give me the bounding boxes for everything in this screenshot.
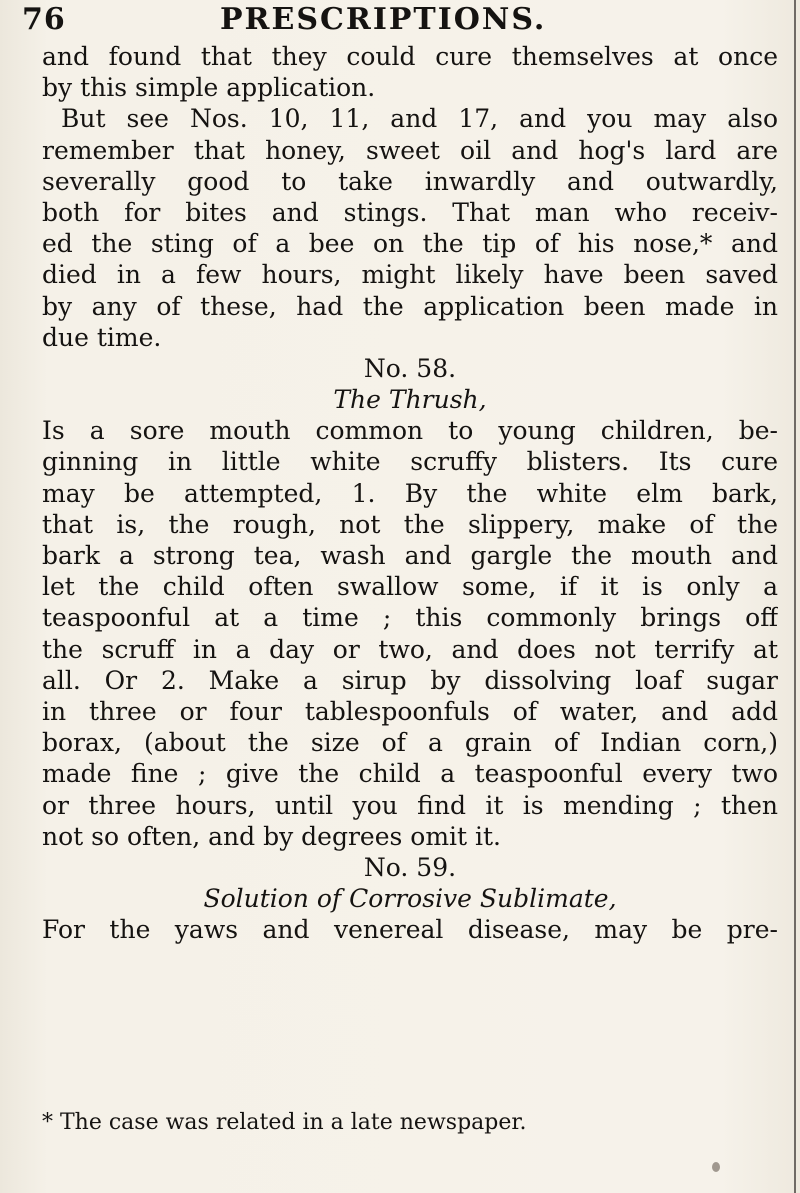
section-number: No. 58. [363,353,457,383]
text-line: made fine ; give the child a teaspoonful every two [42,759,778,789]
text-line: teaspoonful at a time ; this commonly brings off [42,603,778,633]
text-line: in three or four tablespoonfuls of water, and add [42,696,778,726]
text-line: died in a few hours, might likely have been saved [42,260,778,290]
text-line: by this simple application. [42,73,376,103]
text-line: all. Or 2. Make a sirup by dissolving loaf sugar [42,665,778,695]
ink-smudge [712,1162,720,1172]
text-line: bark a strong tea, wash and gargle the mouth and [42,541,778,570]
text-line: that is, the rough, not the slippery, make of the [42,509,778,539]
page-header [22,2,782,38]
text-line: But see Nos. 10, 11, and 17, and you may also [61,104,778,134]
text-line: For the yaws and venereal disease, may be pre- [42,915,778,945]
section-number: No. 59. [363,852,457,882]
text-line: borax, (about the size of a grain of Indian corn,) [42,728,778,758]
text-line: may be attempted, 1. By the white elm bark, [42,478,778,508]
text-line: and found that they could cure themselves at once [42,42,778,71]
text-line: remember that honey, sweet oil and hog's lard are [42,135,778,165]
section-title: Solution of Corrosive Sublimate, [203,884,617,914]
text-line: due time. [42,322,162,352]
section-title: The Thrush, [333,385,487,415]
text-line: ed the sting of a bee on the tip of his nose,* and [42,229,778,259]
text-line: Is a sore mouth common to young children, be- [42,416,778,446]
footnote: * The case was related in a late newspaper. [42,1110,527,1135]
text-line: ginning in little white scruffy blisters. Its cure [42,447,778,477]
text-line: the scruff in a day or two, and does not terrify at [42,634,778,664]
text-line: let the child often swallow some, if it is only a [42,572,778,602]
text-line: or three hours, until you find it is mending ; then [42,790,778,820]
text-line: by any of these, had the application been made in [42,291,778,321]
text-line: severally good to take inwardly and outwardly, [42,166,778,196]
body-text [42,41,778,945]
page-edge-rule [794,0,796,1193]
running-head: PRESCRIPTIONS. [220,2,547,37]
text-line: both for bites and stings. That man who receiv- [42,197,778,227]
page-number: 76 [22,2,66,37]
text-line: not so often, and by degrees omit it. [42,821,501,851]
